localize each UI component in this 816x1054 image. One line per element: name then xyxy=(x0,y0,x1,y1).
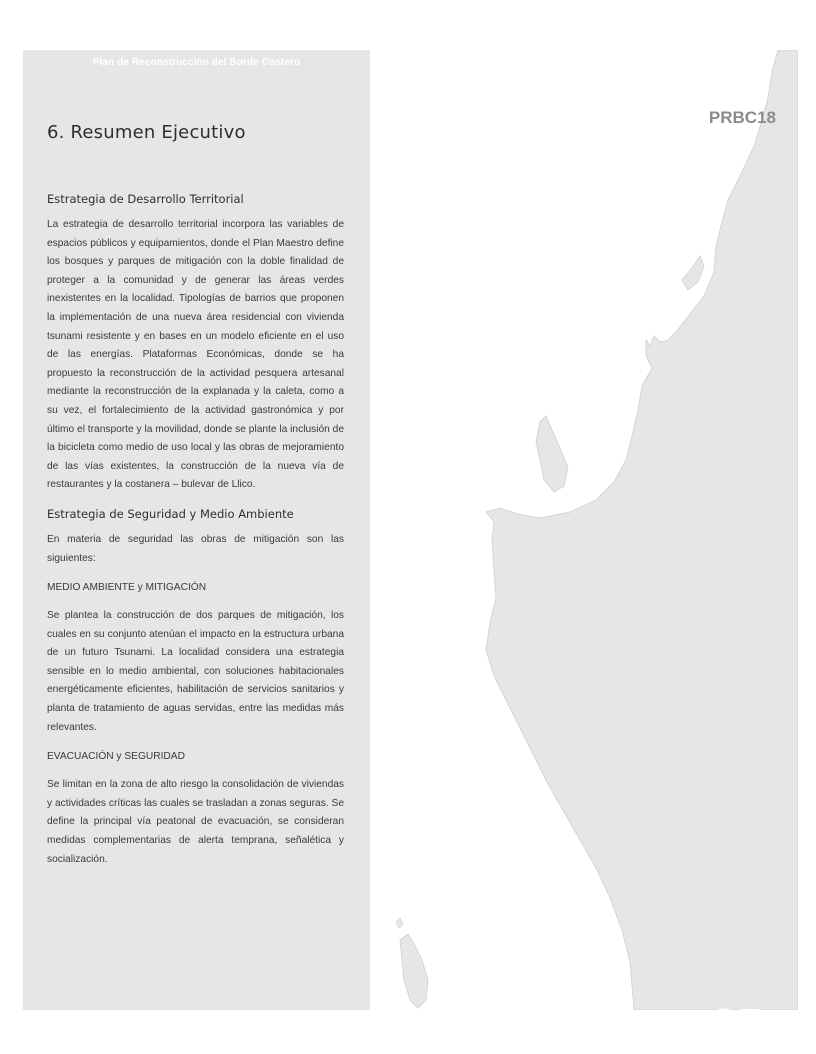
document-code: PRBC18 xyxy=(708,108,776,127)
evacuation-security-label: EVACUACIÓN y SEGURIDAD xyxy=(47,751,185,763)
mainland-shape xyxy=(486,50,798,1010)
left-text-panel xyxy=(23,50,370,1010)
environment-mitigation-label: MEDIO AMBIENTE y MITIGACIÓN xyxy=(47,582,207,594)
security-intro: En materia de seguridad las obras de mitigación son las siguientes: xyxy=(47,533,344,564)
territorial-strategy-heading: Estrategia de Desarrollo Territorial xyxy=(47,192,244,206)
environment-mitigation-body: Se plantea la construcción de dos parques de mitigación, los cuales en su conjunto atenúan el impacto en la estructura urbana de un futuro Tsunami. La localidad considera una estrategia sensible en lo medio ambiental, con soluciones habitacionales energéticamente eficientes, habilitación de servicios sanitarios y planta de tratamiento de aguas servidas, entre las medidas más relevantes. xyxy=(47,610,344,733)
river-mouth-shape xyxy=(682,256,704,290)
evacuation-security-body: Se limitan en la zona de alto riesgo la consolidación de viviendas y actividades críticas las cuales se trasladan a zonas seguras. Se define la principal vía peatonal de evacuación, se consideran medidas complementarias de alerta temprana, señalética y socialización. xyxy=(47,779,344,865)
summary-content xyxy=(47,192,344,881)
territorial-strategy-body: La estrategia de desarrollo territorial incorpora las variables de espacios públicos y equipamientos, donde el Plan Maestro define los bosques y parques de mitigación con la doble finalidad de proteger a la comunidad y de generar las áreas verdes inexistentes en la localidad. Tipologías de barrios que proponen la implementación de una nueva área residencial con vivienda tsunami resistente y en bases en un modelo eficiente en el uso de las energías. Plataformas Económicas, donde se ha propuesto la reconstrucción de la actividad pesquera artesanal mediante la reconstrucción de la explanada y la caleta, como a su vez, el fortalecimiento de la actividad gastronómica y por último el transporte y la movilidad, donde se plante la inclusión de la bicicleta como medio de uso local y las obras de mejoramiento de las vías existentes, la construcción de la nueva vía de restaurantes y la costanera – bulevar de Llico. xyxy=(47,219,344,491)
rock-shape xyxy=(396,918,403,928)
island-shape xyxy=(400,934,428,1008)
coastline-map-graphic xyxy=(370,50,798,1010)
security-strategy-heading: Estrategia de Seguridad y Medio Ambiente xyxy=(47,506,294,521)
section-title: 6. Resumen Ejecutivo xyxy=(47,122,246,143)
coastline-map xyxy=(370,50,798,1051)
page-number: 35 xyxy=(710,999,764,1051)
peninsula-shape xyxy=(536,416,568,492)
plan-title: Plan de Reconstrucción del Borde Costero xyxy=(92,57,301,68)
